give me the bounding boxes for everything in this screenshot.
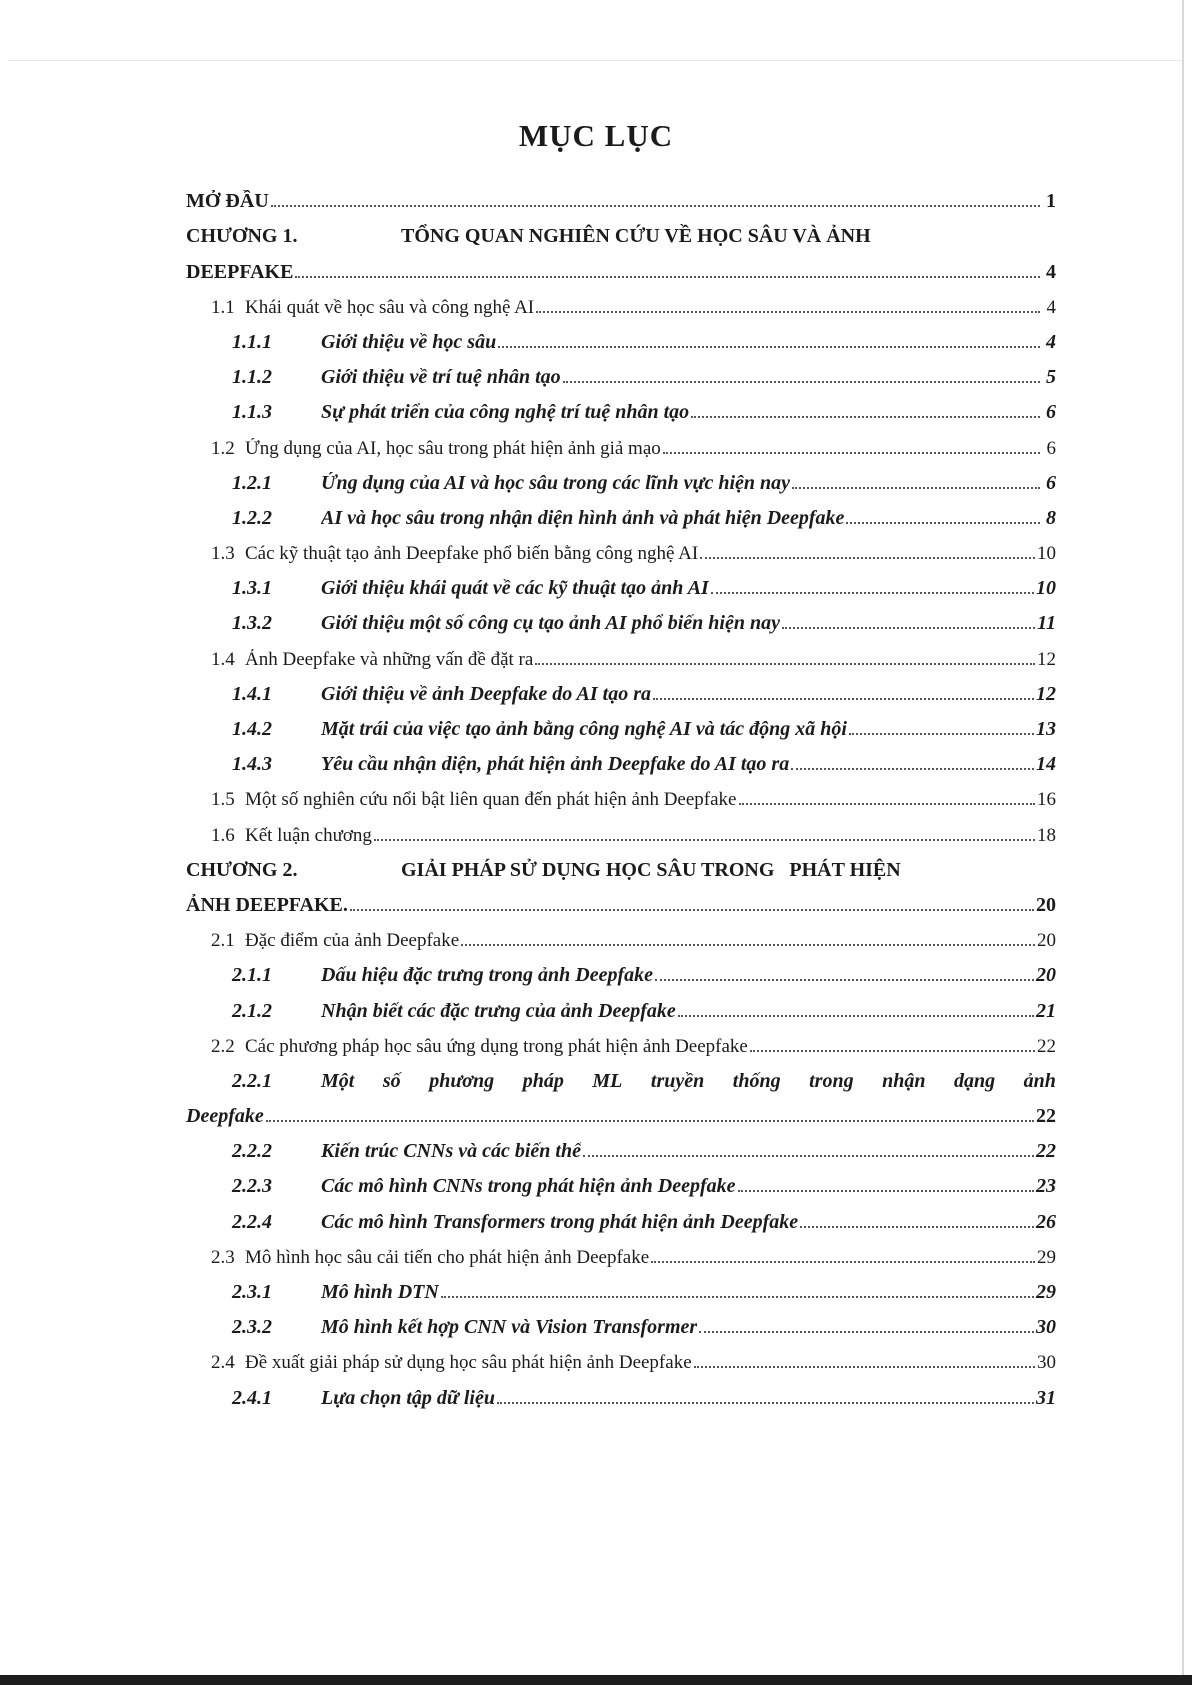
toc-entry-number: 1.1.1 xyxy=(232,330,272,353)
toc-entry[interactable] xyxy=(186,1304,1056,1339)
toc-entry-number: 2.2.3 xyxy=(232,1175,272,1198)
toc-page-number: 5 xyxy=(1046,366,1056,389)
toc-leader-dots xyxy=(846,521,1040,524)
toc-leader-dots xyxy=(651,1260,1035,1263)
toc-leader-dots xyxy=(536,310,1040,313)
toc-page-number: 12 xyxy=(1036,682,1056,705)
toc-leader-dots xyxy=(374,838,1035,841)
toc-page-number: 8 xyxy=(1046,506,1056,529)
toc-leader-dots xyxy=(694,1365,1035,1368)
toc-leader-dots xyxy=(792,486,1040,489)
toc-page-number: 30 xyxy=(1036,1316,1056,1339)
toc-page-number: 6 xyxy=(1046,437,1056,459)
toc-entry-label: Khái quát về học sâu và công nghệ AI xyxy=(245,296,535,318)
toc-entry[interactable] xyxy=(186,1234,1056,1269)
toc-entry-label: Giới thiệu khái quát về các kỹ thuật tạo ảnh AI xyxy=(321,577,709,600)
scan-bottom-edge xyxy=(0,1675,1192,1685)
toc-leader-dots xyxy=(535,662,1035,665)
toc-entry-number: 2.1 xyxy=(211,930,235,952)
toc-chapter-number: CHƯƠNG 2. xyxy=(186,858,298,881)
toc-entry-label: Deepfake xyxy=(186,1105,264,1128)
toc-entry-number: 2.3 xyxy=(211,1246,235,1268)
toc-page-number: 16 xyxy=(1037,789,1056,811)
toc-entry[interactable] xyxy=(186,284,1056,319)
toc-page-number: 20 xyxy=(1037,930,1056,952)
toc-entry[interactable] xyxy=(186,917,1056,952)
toc-page-number: 14 xyxy=(1036,753,1056,776)
toc-leader-dots xyxy=(711,591,1034,594)
toc-entry-number: 2.1.2 xyxy=(232,999,272,1022)
toc-page-number: 12 xyxy=(1037,648,1056,670)
toc-entry[interactable] xyxy=(186,354,1056,389)
toc-word: ML xyxy=(592,1069,623,1092)
toc-page-number: 10 xyxy=(1037,543,1056,565)
toc-entry-label: Các phương pháp học sâu ứng dụng trong phát hiện ảnh Deepfake xyxy=(245,1035,748,1057)
toc-leader-dots xyxy=(498,345,1040,348)
toc-entry-number: 2.2 xyxy=(211,1035,235,1057)
toc-entry-number: 1.4.1 xyxy=(232,682,272,705)
toc-entry[interactable] xyxy=(186,1163,1056,1198)
toc-entry[interactable] xyxy=(186,495,1056,530)
toc-entry-number: 2.4 xyxy=(211,1352,235,1374)
toc-word: nhận xyxy=(882,1069,926,1092)
toc-entry-number: 1.4.2 xyxy=(232,718,272,740)
toc-entry-label: Mô hình học sâu cải tiến cho phát hiện ảnh Deepfake xyxy=(245,1246,650,1268)
toc-leader-dots xyxy=(691,415,1040,418)
toc-word: thống xyxy=(732,1069,781,1092)
toc-page-number: 10 xyxy=(1036,577,1056,600)
toc-entry-label: Lựa chọn tập dữ liệu xyxy=(321,1386,495,1409)
toc-page-number: 20 xyxy=(1036,893,1056,916)
toc-entry-number: 2.4.1 xyxy=(232,1386,272,1409)
toc-entry-label: Mặt trái của việc tạo ảnh bằng công nghệ AI và tác động xã hội xyxy=(321,718,847,740)
toc-entry-number: 1.1.2 xyxy=(232,366,272,389)
toc-entry-number: 2.2.2 xyxy=(232,1140,272,1163)
toc-word: pháp xyxy=(522,1069,564,1092)
toc-leader-dots xyxy=(271,204,1040,207)
toc-entry-label: Ứng dụng của AI và học sâu trong các lĩnh vực hiện nay xyxy=(321,471,791,494)
toc-entry[interactable] xyxy=(186,565,1056,600)
toc-entry[interactable] xyxy=(186,811,1056,846)
toc-entry[interactable] xyxy=(186,635,1056,670)
toc-entry-label: Các kỹ thuật tạo ảnh Deepfake phổ biến bằng công nghệ AI xyxy=(245,543,699,565)
toc-entry-label: Mô hình kết hợp CNN và Vision Transformer xyxy=(321,1316,698,1339)
toc-page-number: 23 xyxy=(1036,1175,1056,1198)
toc-entry-label: Đặc điểm của ảnh Deepfake xyxy=(245,930,460,952)
toc-chapter-heading[interactable] xyxy=(186,847,1056,882)
toc-entry-label: DEEPFAKE xyxy=(186,260,294,283)
toc-word: trong xyxy=(809,1069,854,1092)
toc-word: Một xyxy=(321,1069,355,1092)
toc-entry[interactable] xyxy=(186,706,1056,741)
toc-entry-label: Một số nghiên cứu nổi bật liên quan đến phát hiện ảnh Deepfake xyxy=(245,789,737,811)
toc-entry[interactable] xyxy=(186,1023,1056,1058)
toc-entry[interactable] xyxy=(186,424,1056,459)
toc-word: số xyxy=(382,1069,401,1092)
toc-page-number: 20 xyxy=(1036,964,1056,987)
toc-entry-label: Nhận biết các đặc trưng của ảnh Deepfake xyxy=(321,999,676,1022)
toc-leader-dots xyxy=(461,943,1035,946)
toc-word: truyền xyxy=(650,1069,705,1092)
toc-leader-dots xyxy=(655,978,1034,981)
toc-entry-number: 1.4.3 xyxy=(232,753,272,776)
toc-entry[interactable] xyxy=(186,1269,1056,1304)
toc-entry-label: Các mô hình CNNs trong phát hiện ảnh Deepfake xyxy=(321,1175,736,1198)
toc-word: phương xyxy=(429,1069,495,1092)
scan-right-edge xyxy=(1182,0,1184,1685)
toc-page-number: 26 xyxy=(1036,1210,1056,1233)
toc-entry-number: 1.2.2 xyxy=(232,506,272,529)
toc-entry-number: 1.2 xyxy=(211,437,235,459)
toc-entry[interactable] xyxy=(186,1339,1056,1374)
toc-chapter-title: GIẢI PHÁP SỬ DỤNG HỌC SÂU TRONG PHÁT HIỆN xyxy=(401,858,901,881)
toc-entry-label: Sự phát triển của công nghệ trí tuệ nhân tạo xyxy=(321,401,690,424)
toc-entry-number: 2.3.1 xyxy=(232,1281,272,1303)
toc-page-number: 4 xyxy=(1046,296,1056,318)
toc-entry-label: Kết luận chương xyxy=(245,824,372,846)
toc-entry[interactable] xyxy=(186,600,1056,635)
toc-page-number: 1 xyxy=(1046,190,1056,213)
toc-page-number: 22 xyxy=(1037,1035,1056,1057)
toc-page-number: 13 xyxy=(1036,718,1056,740)
toc-entry[interactable] xyxy=(186,1058,1056,1093)
toc-leader-dots xyxy=(800,1225,1034,1228)
toc-entry[interactable] xyxy=(186,741,1056,776)
toc-entry-label: Yêu cầu nhận diện, phát hiện ảnh Deepfake do AI tạo ra xyxy=(321,753,790,776)
toc-entry-number: 2.2.1 xyxy=(232,1069,272,1092)
table-of-contents xyxy=(186,178,1056,1410)
toc-page-number: 31 xyxy=(1036,1386,1056,1409)
toc-entry-number: 1.3 xyxy=(211,543,235,565)
toc-page-number: 22 xyxy=(1036,1105,1056,1128)
toc-chapter-heading[interactable] xyxy=(186,213,1056,248)
toc-page-number: 30 xyxy=(1037,1352,1056,1374)
toc-leader-dots xyxy=(350,908,1034,911)
toc-entry[interactable] xyxy=(186,178,1056,213)
toc-leader-dots xyxy=(849,732,1034,735)
toc-leader-dots xyxy=(750,1049,1035,1052)
toc-entry-number: 1.6 xyxy=(211,824,235,846)
toc-page-number: 29 xyxy=(1036,1281,1056,1303)
toc-leader-dots xyxy=(738,1189,1034,1192)
toc-entry[interactable] xyxy=(186,1198,1056,1233)
toc-leader-dots xyxy=(678,1014,1034,1017)
toc-entry-label: Mô hình DTN xyxy=(321,1281,439,1303)
toc-chapter-title: TỔNG QUAN NGHIÊN CỨU VỀ HỌC SÂU VÀ ẢNH xyxy=(401,225,871,248)
toc-word: dạng xyxy=(954,1069,996,1092)
toc-page-number: 21 xyxy=(1036,999,1056,1022)
toc-entry[interactable] xyxy=(186,776,1056,811)
toc-leader-dots xyxy=(663,451,1040,454)
toc-entry-number: 2.3.2 xyxy=(232,1316,272,1339)
toc-entry-label: Ảnh Deepfake và những vấn đề đặt ra xyxy=(245,648,534,670)
toc-page-number: 18 xyxy=(1037,824,1056,846)
toc-chapter-number: CHƯƠNG 1. xyxy=(186,225,298,248)
toc-entry-label: Giới thiệu về trí tuệ nhân tạo xyxy=(321,366,561,389)
toc-leader-dots xyxy=(583,1154,1034,1157)
toc-entry[interactable] xyxy=(186,671,1056,706)
toc-entry-label: Giới thiệu về ảnh Deepfake do AI tạo ra xyxy=(321,682,651,705)
toc-entry[interactable] xyxy=(186,1374,1056,1409)
toc-entry-label: Đề xuất giải pháp sử dụng học sâu phát hiện ảnh Deepfake xyxy=(245,1352,692,1374)
toc-entry-number: 2.2.4 xyxy=(232,1210,272,1233)
toc-entry-number: 1.1 xyxy=(211,296,235,318)
toc-entry[interactable] xyxy=(186,952,1056,987)
toc-leader-dots xyxy=(782,626,1035,629)
toc-entry-label: AI và học sâu trong nhận diện hình ảnh và phát hiện Deepfake xyxy=(321,506,845,529)
toc-entry-label: ẢNH DEEPFAKE. xyxy=(186,893,348,916)
toc-entry-number: 1.2.1 xyxy=(232,471,272,494)
toc-page-number: 6 xyxy=(1046,401,1056,424)
toc-page-number: 11 xyxy=(1037,612,1056,635)
toc-leader-dots xyxy=(700,556,1035,559)
toc-entry-continuation[interactable] xyxy=(186,1093,1056,1128)
toc-entry[interactable] xyxy=(186,389,1056,424)
toc-entry[interactable] xyxy=(186,319,1056,354)
toc-leader-dots xyxy=(497,1401,1034,1404)
toc-leader-dots xyxy=(563,380,1040,383)
toc-leader-dots xyxy=(699,1330,1034,1333)
toc-entry-label: Giới thiệu một số công cụ tạo ảnh AI phổ biến hiện nay xyxy=(321,612,780,635)
toc-entry[interactable] xyxy=(186,987,1056,1022)
toc-page-number: 4 xyxy=(1046,330,1056,353)
toc-entry[interactable] xyxy=(186,248,1056,283)
toc-entry[interactable] xyxy=(186,460,1056,495)
toc-page-number: 22 xyxy=(1036,1140,1056,1163)
toc-entry[interactable] xyxy=(186,530,1056,565)
toc-page-number: 4 xyxy=(1046,260,1056,283)
toc-page-number: 29 xyxy=(1037,1246,1056,1268)
toc-leader-dots xyxy=(266,1119,1034,1122)
toc-entry-number: 1.5 xyxy=(211,789,235,811)
toc-entry[interactable] xyxy=(186,882,1056,917)
toc-entry-number: 1.3.2 xyxy=(232,612,272,635)
toc-leader-dots xyxy=(295,275,1040,278)
toc-entry-number: 1.3.1 xyxy=(232,577,272,600)
toc-page-number: 6 xyxy=(1046,471,1056,494)
toc-leader-dots xyxy=(739,802,1036,805)
toc-entry-label: MỞ ĐẦU xyxy=(186,190,269,213)
toc-entry[interactable] xyxy=(186,1128,1056,1163)
toc-entry-label: Dấu hiệu đặc trưng trong ảnh Deepfake xyxy=(321,964,654,987)
toc-entry-number: 1.4 xyxy=(211,648,235,670)
toc-entry-number: 1.1.3 xyxy=(232,401,272,424)
toc-leader-dots xyxy=(441,1295,1034,1298)
page-title: MỤC LỤC xyxy=(518,118,674,153)
toc-leader-dots xyxy=(653,697,1034,700)
toc-word: ảnh xyxy=(1023,1069,1056,1092)
toc-entry-label: Các mô hình Transformers trong phát hiện ảnh Deepfake xyxy=(321,1210,799,1233)
toc-entry-label: Ứng dụng của AI, học sâu trong phát hiện ảnh giả mạo xyxy=(245,437,661,459)
toc-entry-label xyxy=(321,1070,1056,1093)
toc-entry-number: 2.1.1 xyxy=(232,964,272,987)
toc-entry-label: Kiến trúc CNNs và các biến thể xyxy=(321,1140,581,1163)
toc-leader-dots xyxy=(791,767,1034,770)
toc-entry-label: Giới thiệu về học sâu xyxy=(321,330,497,353)
